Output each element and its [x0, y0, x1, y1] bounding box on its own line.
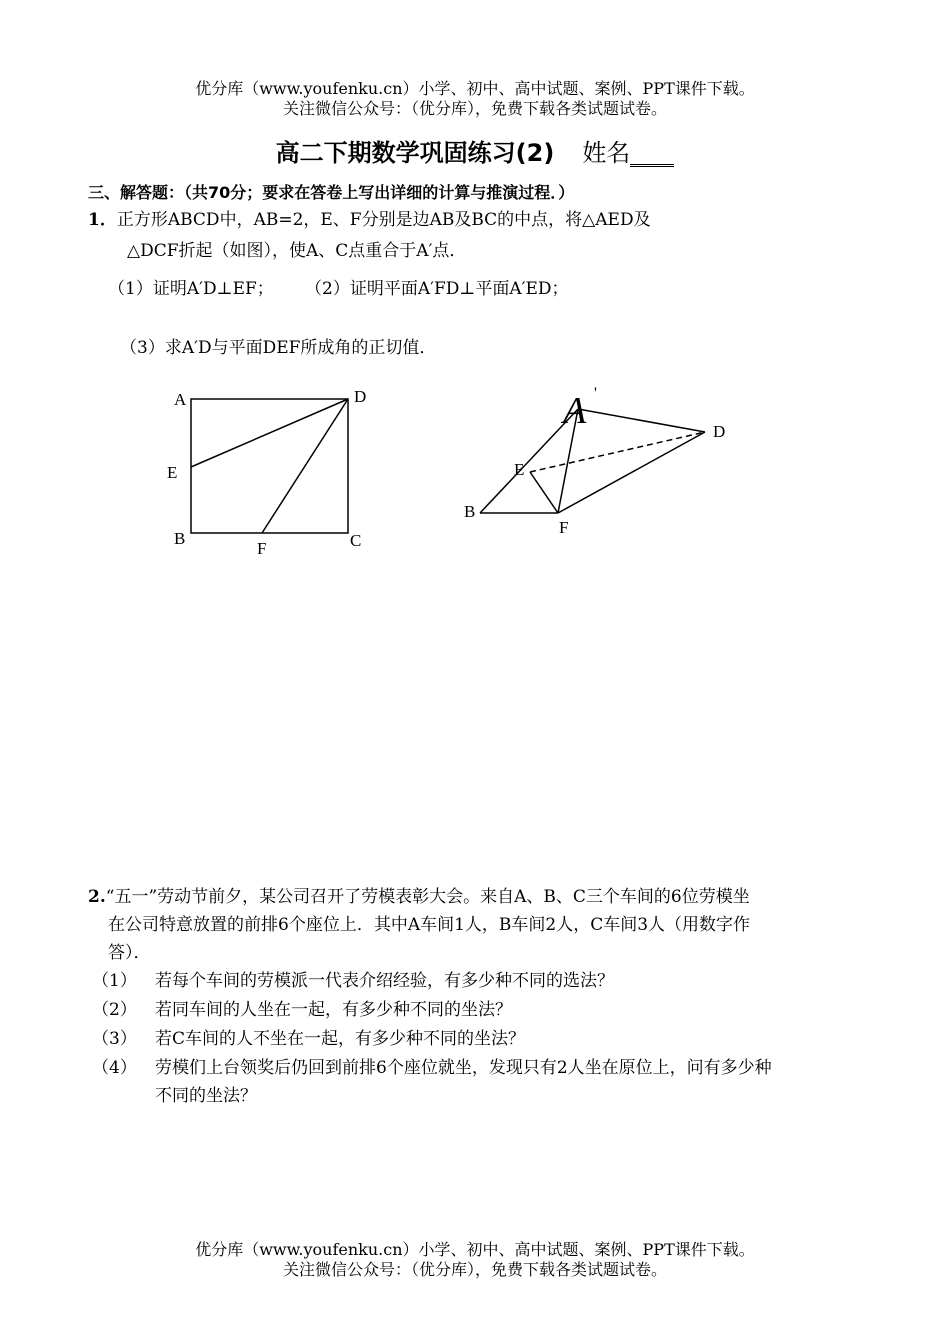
name-blank	[630, 150, 674, 167]
q2-line-1	[88, 886, 750, 908]
footer-line-1: 优分库（www.youfenku.cn）小学、初中、高中试题、案例、PPT课件下载。	[195, 1240, 755, 1259]
q2-item-4-text: 劳模们上台领奖后仍回到前排6个座位就坐，发现只有2人坐在原位上，问有多少种	[155, 1058, 772, 1078]
figure-square	[150, 380, 390, 560]
segment-ED	[191, 399, 348, 467]
label-D2: D	[713, 422, 726, 441]
label-B2: B	[464, 502, 476, 521]
q1-stem-1: 正方形ABCD中，AB=2，E、F分别是边AB及BC的中点，将△AED及	[116, 210, 651, 230]
segment-FD	[262, 399, 348, 533]
label-B: B	[174, 529, 186, 548]
q1-line-1	[88, 209, 651, 231]
edge-FD	[558, 432, 705, 513]
figure-pyramid	[455, 380, 755, 550]
q2-item-4-cont: 不同的坐法？	[155, 1086, 257, 1106]
q2-item-1-text: 若每个车间的劳模派一代表介绍经验，有多少种不同的选法？	[155, 971, 614, 991]
label-prime-mark: '	[594, 385, 597, 402]
footer-line-2: 关注微信公众号：（优分库），免费下载各类试题试卷。	[282, 1260, 667, 1279]
q2-stem-2: 在公司特意放置的前排6个座位上．其中A车间1人，B车间2人，C车间3人（用数字作	[108, 915, 751, 935]
name-label: 姓名	[582, 139, 631, 167]
header-line-1: 优分库（www.youfenku.cn）小学、初中、高中试题、案例、PPT课件下载。	[195, 79, 755, 98]
q2-item-4-label: （4）	[92, 1058, 137, 1078]
q1-part-2: （2）证明平面A′FD⊥平面A′ED；	[305, 279, 569, 299]
square-outline	[191, 399, 348, 533]
q2-item-3	[92, 1028, 137, 1050]
edge-ED-hidden	[530, 432, 705, 472]
header-line-2: 关注微信公众号：（优分库），免费下载各类试题试卷。	[282, 99, 667, 118]
q1-part-1: （1）证明A′D⊥EF；	[108, 279, 274, 299]
q2-stem-1: “五一”劳动节前夕，某公司召开了劳模表彰大会。来自A、B、C三个车间的6位劳模坐	[105, 887, 750, 907]
label-F: F	[257, 539, 267, 558]
q2-item-3-label: （3）	[92, 1029, 137, 1049]
q2-item-2-label: （2）	[92, 1000, 137, 1020]
q1-stem-2: △DCF折起（如图），使A、C点重合于A′点．	[127, 241, 467, 261]
q2-item-1-label: （1）	[92, 971, 137, 991]
label-D: D	[354, 387, 367, 406]
title-text: 高二下期数学巩固练习(2)	[275, 139, 555, 167]
q2-item-1	[92, 970, 137, 992]
q2-item-2-text: 若同车间的人坐在一起，有多少种不同的坐法？	[155, 1000, 512, 1020]
edge-AD	[578, 409, 705, 432]
label-A-prime: A	[563, 390, 587, 432]
section-heading: 三、解答题：（共70分；要求在答卷上写出详细的计算与推演过程．）	[88, 183, 575, 202]
q2-item-4	[92, 1057, 137, 1079]
q2-number: 2.	[88, 887, 106, 907]
label-C: C	[350, 531, 362, 550]
label-E: E	[167, 463, 178, 482]
page-title	[0, 133, 950, 168]
q2-item-2	[92, 999, 137, 1021]
edge-EF	[530, 472, 558, 513]
label-F2: F	[559, 518, 569, 537]
label-E2: E	[514, 460, 525, 479]
q2-stem-3: 答）．	[108, 943, 151, 963]
q1-part-3: （3）求A′D与平面DEF所成角的正切值．	[120, 338, 437, 358]
q1-number: 1．	[88, 210, 117, 230]
label-A: A	[174, 390, 187, 409]
q2-item-3-text: 若C车间的人不坐在一起，有多少种不同的坐法？	[155, 1029, 526, 1049]
